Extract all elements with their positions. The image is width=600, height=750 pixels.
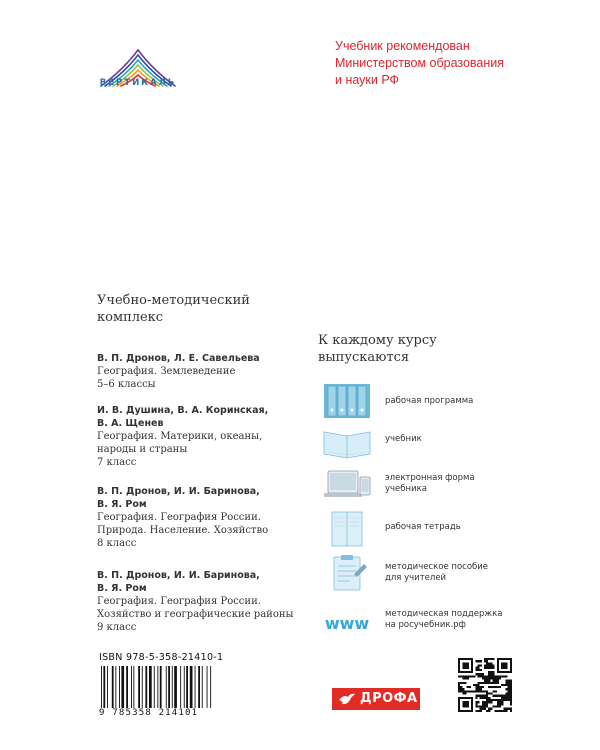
book-authors: В. П. Дронов, И. И. Баринова,	[97, 486, 260, 497]
book-authors: В. А. Щенев	[97, 418, 164, 429]
book-entry-grade-9	[97, 569, 297, 634]
publisher-name: ДРОФА	[360, 691, 418, 706]
logo-wordmark: ВЕРТИКАЛЬ	[99, 78, 177, 88]
barcode	[99, 666, 249, 708]
workbook-icon	[320, 510, 374, 548]
course-item-label-line: на росучебник.рф	[385, 620, 466, 630]
recommendation-line: и науки РФ	[335, 73, 400, 87]
course-item-label	[385, 609, 502, 631]
qr-code[interactable]	[458, 658, 512, 712]
complex-title-line: Учебно-методический	[97, 293, 250, 308]
course-item-online-support	[320, 603, 560, 643]
course-item-label: учебник	[385, 434, 422, 444]
book-entry-grade-7	[97, 404, 297, 469]
courses-title	[318, 332, 518, 366]
www-icon	[320, 603, 374, 641]
book-title-line: народы и страны	[97, 444, 188, 455]
www-text: www	[324, 614, 370, 633]
course-item-label: рабочая тетрадь	[385, 522, 461, 532]
course-item-teacher-guide	[320, 554, 560, 594]
recommendation-line: Учебник рекомендован	[335, 39, 470, 53]
book-grade: 5–6 классы	[97, 379, 156, 390]
book-grade: 9 класс	[97, 622, 137, 633]
course-item-workbook	[320, 510, 560, 550]
course-item-label-line: методическая поддержка	[385, 609, 503, 619]
book-authors: В. П. Дронов, И. И. Баринова,	[97, 570, 260, 581]
course-item-label	[385, 473, 475, 495]
book-grade: 8 класс	[97, 538, 137, 549]
binders-icon	[320, 382, 374, 420]
book-title-line: Природа. Население. Хозяйство	[97, 525, 269, 536]
book-authors: И. В. Душина, В. А. Коринская,	[97, 405, 269, 416]
clipboard-icon	[320, 554, 374, 592]
isbn-text: ISBN 978-5-358-21410-1	[99, 652, 224, 663]
course-item-program	[320, 382, 560, 422]
course-item-label: рабочая программа	[385, 396, 474, 406]
complex-title	[97, 292, 297, 326]
course-item-label	[385, 562, 488, 584]
course-item-label-line: методическое пособие	[385, 562, 489, 572]
courses-title-line: К каждому курсу	[318, 333, 437, 348]
recommendation-line: Министерством образования	[335, 56, 505, 70]
book-grade: 7 класс	[97, 457, 137, 468]
courses-title-line: выпускаются	[318, 350, 410, 365]
devices-icon	[320, 467, 374, 505]
barcode-digits: 9 785358 214101	[99, 708, 199, 718]
book-title-line: География. География России.	[97, 512, 261, 523]
course-item-textbook	[320, 424, 560, 464]
bird-icon	[338, 691, 356, 707]
book-authors: В. П. Дронов, Л. Е. Савельева	[97, 353, 260, 364]
course-item-label-line: для учителей	[385, 573, 447, 583]
book-title-line: География. Материки, океаны,	[97, 431, 263, 442]
course-item-label-line: учебника	[385, 484, 427, 494]
book-authors: В. Я. Ром	[97, 499, 147, 510]
book-title-line: Хозяйство и географические районы	[97, 609, 294, 620]
course-item-eform	[320, 467, 560, 507]
course-item-label-line: электронная форма	[385, 473, 475, 483]
complex-title-line: комплекс	[97, 310, 164, 325]
vertikal-logo	[93, 30, 183, 100]
book-title-line: География. Землеведение	[97, 366, 236, 377]
book-authors: В. Я. Ром	[97, 583, 147, 594]
open-book-icon	[320, 424, 374, 462]
book-entry-grade-8	[97, 485, 297, 550]
ministry-recommendation	[335, 38, 575, 89]
publisher-logo	[332, 688, 420, 710]
book-title-line: География. География России.	[97, 596, 261, 607]
book-entry-grade-5-6	[97, 352, 297, 391]
